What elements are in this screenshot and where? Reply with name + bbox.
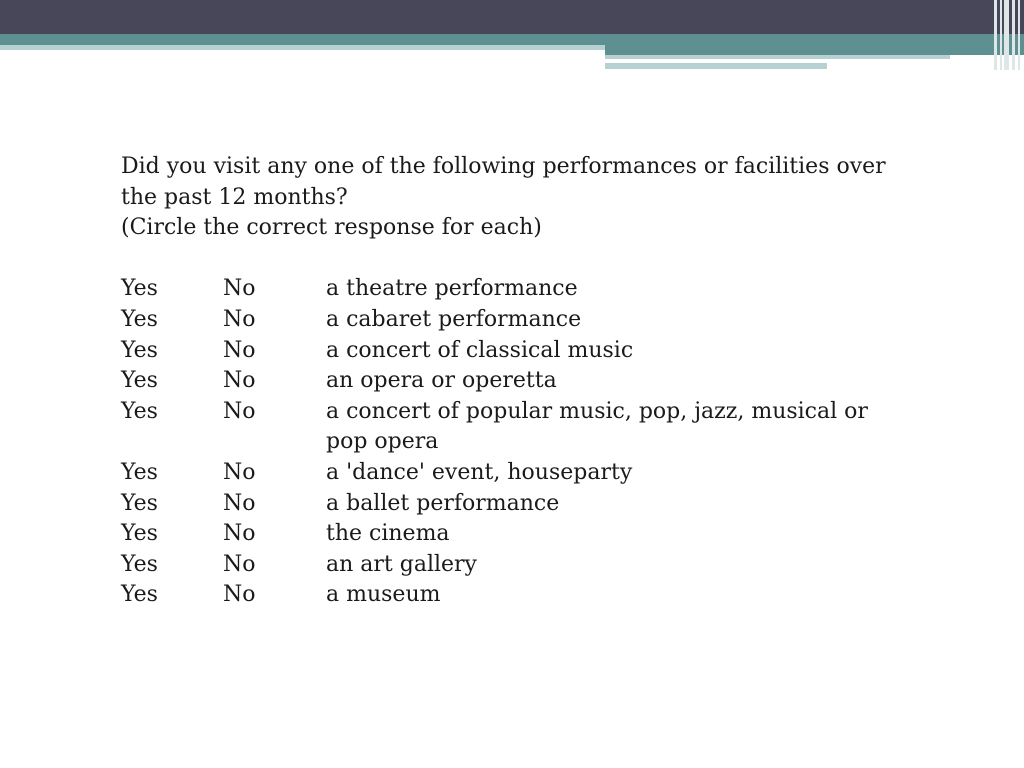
no-option: No (223, 276, 256, 302)
survey-item-label: a concert of classical music (326, 337, 634, 363)
survey-row (121, 580, 911, 611)
header-teal-bar-right (605, 45, 1024, 55)
no-option: No (223, 551, 256, 577)
survey-item-label: a cabaret performance (326, 306, 582, 332)
header-light-bar-right-1 (605, 55, 950, 59)
no-option: No (223, 521, 256, 547)
survey-item-label: the cinema (326, 521, 450, 547)
yes-option: Yes (121, 306, 158, 332)
no-option: No (223, 582, 256, 608)
header-light-bar-left (0, 45, 605, 50)
no-option: No (223, 306, 256, 332)
slide-content (121, 152, 911, 611)
header-light-bar-right-2 (605, 63, 827, 69)
survey-row (121, 336, 911, 367)
header-teal-bar (0, 34, 1024, 45)
no-option: No (223, 459, 256, 485)
survey-instruction: (Circle the correct response for each) (121, 215, 542, 241)
survey-item-label: a 'dance' event, houseparty (326, 459, 633, 485)
yes-option: Yes (121, 398, 158, 424)
survey-item-label: a ballet performance (326, 490, 560, 516)
survey-item-label: a concert of popular music, pop, jazz, musical or pop opera (326, 398, 868, 455)
yes-option: Yes (121, 490, 158, 516)
survey-item-label: a museum (326, 582, 441, 608)
yes-option: Yes (121, 551, 158, 577)
no-option: No (223, 490, 256, 516)
header-dark-bar (0, 0, 1024, 34)
no-option: No (223, 398, 256, 424)
yes-option: Yes (121, 276, 158, 302)
survey-row (121, 274, 911, 305)
survey-item-label: an art gallery (326, 551, 477, 577)
yes-option: Yes (121, 459, 158, 485)
survey-row (121, 366, 911, 397)
survey-row (121, 550, 911, 581)
survey-row (121, 489, 911, 520)
spacer (121, 244, 911, 275)
no-option: No (223, 337, 256, 363)
survey-row (121, 305, 911, 336)
yes-option: Yes (121, 337, 158, 363)
survey-item-label: a theatre performance (326, 276, 578, 302)
survey-row (121, 458, 911, 489)
survey-row (121, 397, 911, 458)
survey-item-label: an opera or operetta (326, 368, 557, 394)
no-option: No (223, 368, 256, 394)
header-stripes (990, 0, 1024, 70)
survey-row (121, 519, 911, 550)
yes-option: Yes (121, 368, 158, 394)
survey-question: Did you visit any one of the following performances or facilities over the past 12 months? (121, 154, 886, 210)
yes-option: Yes (121, 521, 158, 547)
yes-option: Yes (121, 582, 158, 608)
